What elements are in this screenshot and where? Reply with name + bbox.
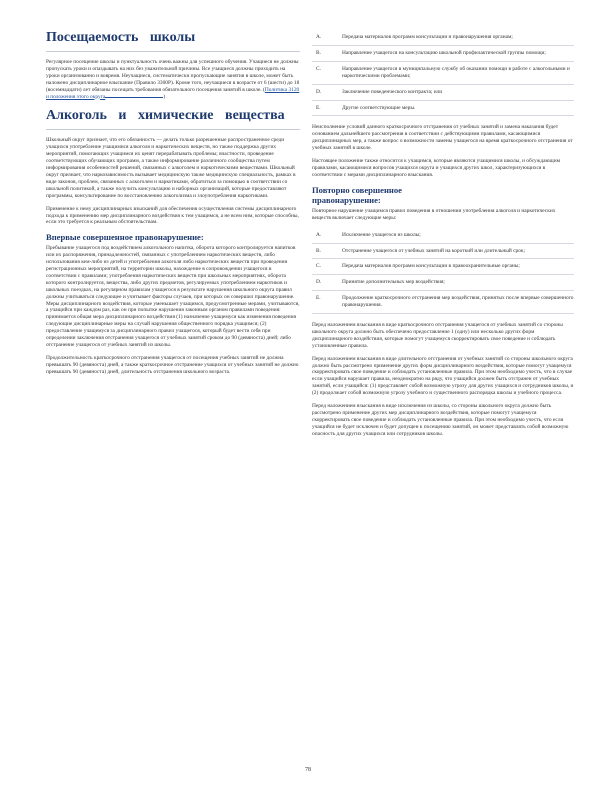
option-text: Направление учащегося на консультацию школьной профилактической группы помощи; [342, 49, 546, 56]
first-offense-paragraph-1: Пребывание учащегося под воздействием алкогольного напитка, оборота которого контролируется напитков или их распоряжения, принадлежностей, связанных с употреблением наркотических веществ, либо использования кем-либо из детей и употребления алкоголя либо наркотических веществ при проведении регистрационных мероприятий, на территории школы, нахождение в сопровождении учащегося в соответствии с правилами; употребления наркотических веществ при школьных мероприятиях, оборота которого контролируется, вещества, либо других предметов, регулируемых употреблением наркотиков и школьных поездках, на регулярном правилам учащегося в результате нарушения школьного округа правил должны учитываться следующее и учитывает факторы случаев, при которых он совершил правонарушение. Меры дисциплинарного воздействия, которые уменьшает учащимся, предусмотренные мерами, учитываются, а учащийся при каждом раз, как он при попытке нарушения законным органом правилами поведения: принимается общая мера дисциплинарного воздействия (1) назначение учащемуся как изменения поведения следующие дисциплинарные меры на случай нарушения общественного порядка учащимся; (2) предоставление учащемуся за дисциплинарного правил учащегося, который будет вести себя при определении заключения отстранения учащегося от учебных занятий сроком до 90 (девяноста) дней; либо отстранение учащегося от учебных занятий из школы. [46, 245, 300, 348]
section-title-alcohol: Алкоголь и химические вещества [46, 108, 300, 130]
option-letter: B. [316, 247, 321, 254]
option-item [312, 85, 574, 101]
options-list-2 [312, 228, 574, 314]
option-text: Передача материалов программ консультации и правонарушения органам; [342, 34, 513, 40]
alcohol-paragraph-1: Школьный округ признает, что его обязанность — делать только разрешенные распространенное среди учащихся употребление учащимися алкоголя и наркотических веществ, но также поддержка других мероприятий, помогающих учащимся их ценят перерабатывать проблемы; вчастности, проведение соответствующих обучающих программ, а также информирование различного сообщества путем информирования особенностей решений, связанных с алкоголем и наркотическими веществами. Школьный округ признает, что наркозависимость вызывает медицинскую также медицинскую специальность, рамках в виде законов, проблем, связанных с алкоголем и наркотиками, обратиться за помощью в соответствии со школьной политикой, а также получить консультацию и наборных организаций, которые предоставляют программы, консультирование по восстановлению алкоголизма и злоупотребления наркотиками. [46, 137, 296, 199]
section-title-attendance: Посещаемость школы [46, 30, 300, 52]
option-letter: A. [316, 34, 322, 40]
option-letter: C. [316, 263, 321, 270]
right-paragraph-4: Перед наложением взыскания в виде длительного отстранения от учебных занятий со стороны школьного округа должно быть рассмотрено применение других форм дисциплинарного воздействия, которые помогут учащемуся скорректировать свое поведение и соблюдать установленные правила. При этом необходимо учесть, что в случае если учащийся нарушает правила, неоднократно на ряду, что учащийся должен быть отстранен от учебных занятий, если учащийся: (1) представляет собой возможную угрозу для других учащихся и сотрудников школы, и (2) продолжает собой возможную угрозу учебного и существенного распорядка школы и учебного процесса. [312, 355, 574, 397]
option-letter: D. [316, 88, 322, 95]
option-text: Отстранение учащегося от учебных занятий на короткий или длительный срок; [342, 247, 525, 254]
option-item [312, 291, 574, 314]
link-underline [105, 97, 163, 98]
option-text: Принятие дополнительных мер воздействия; [342, 279, 445, 286]
option-letter: D. [316, 279, 322, 286]
option-item [312, 101, 574, 117]
right-paragraph-1: Неисполнение условий данного краткосрочного отстранения от учебных занятий и замена наказания будет основанием дальнейшего рассмотрения в соответствии с действующими правилами, касающимися дисциплинарных мер, а также вопрос о возможности замены учащегося на время краткосрочного отстранения от учебных занятий в школе. [312, 124, 573, 152]
subsection-title-first-offense: Впервые совершенное правонарушение: [46, 232, 204, 243]
option-letter: E. [316, 295, 321, 302]
right-paragraph-5: Перед наложением взыскания в виде исключения из школы, со стороны школьного округа должно быть рассмотрено применение других мер дисциплинарного воздействия, которые помогут учащемуся скорректировать свое поведение и соблюдать установленные правила. При этом необходимо учесть, что если учащийся не будет исключен и будет допущен к посещению занятий, он может представлять собой возможную опасность для других учащихся или сотрудников школы. [312, 403, 569, 437]
option-text: Исключение учащегося из школы; [342, 231, 421, 238]
option-item [312, 228, 574, 244]
option-letter: B. [316, 49, 321, 56]
option-item [312, 62, 574, 85]
options-list-1 [312, 30, 574, 116]
repeat-offense-intro: Повторное нарушение учащимся правил поведения в отношении употребления алкоголя и наркотических веществ включает следующие меры: [312, 207, 556, 221]
option-text: Передача материалов программ консультации в правоохранительные органы; [342, 263, 520, 270]
policy-link[interactable]: Политика 3120 и положения этого округа [46, 86, 300, 100]
option-item [312, 46, 574, 62]
alcohol-paragraph-2: Применение к нему дисциплинарных взысканий для обеспечения осуществления системы дисциплинарного подхода к применению мер дисциплинарного воздействия к тем учащимся, а не всем ним, которые способны, если это требуется к реальным обстоятельствам. [46, 205, 299, 226]
right-column [312, 30, 574, 444]
option-item [312, 259, 574, 275]
first-offense-paragraph-2: Продолжительность краткосрочного отстранения учащегося от посещения учебных занятий не должна превышать 90 (девяноста) дней, а также краткосрочное отстранение учащихся от учебных занятий не должно превышать 90 (девяноста) дней, длительность отстранения школьного возраста. [46, 354, 299, 375]
left-column [46, 30, 300, 382]
option-text: Другие соответствующие меры. [342, 104, 416, 111]
option-letter: C. [316, 65, 321, 72]
page-number: 78 [305, 767, 311, 773]
option-text: Направление учащегося в муниципальную службу об оказании помощи в работе с алкогольными и наркотическими проблемами; [342, 65, 570, 79]
option-item [312, 275, 574, 291]
option-item [312, 244, 574, 260]
option-text: Заключение поведенческого контракта; или [342, 88, 443, 95]
option-item [312, 30, 574, 46]
option-letter: A. [316, 231, 322, 238]
option-letter: E. [316, 104, 321, 111]
right-paragraph-2: Настоящее положение также относится к учащимся, которые являются учащимися школы, и обсуждающим правилами, касающимися вопросов учащихся округа и учащихся других школ, характеризующихся в соответствии с мерами дисциплинарного взыскания. [312, 158, 561, 178]
subsection-title-repeat-offense: Повторно совершенное правонарушение: [312, 184, 402, 205]
attendance-text: Регулярное посещение школы и пунктуальность очень важны для успешного обучения. Учащиеся не должны пропускать уроки и опаздывать на них без уважительной причины. Все учащиеся должны приходить на уроки организованно и вовремя. Неучащиеся, систематически пропускающие занятия в школе, может быть наложено дисциплинарное взыскание (Правило 3300Р). Кроме того, неучащиеся в возрасте от 6 (шести) до 18 (восемнадцати) лет обязаны посещать требования обязательного посещения занятий в школе. ( [46, 59, 300, 93]
attendance-text-end: ) [163, 93, 166, 100]
option-text: Продолжение краткосрочного отстранения мер воздействия, принятых после впервые совершенного правонарушения. [342, 295, 574, 309]
attendance-paragraph [46, 59, 300, 100]
right-paragraph-3: Перед наложением взыскания в виде краткосрочного отстранения учащегося от учебных занятий со стороны школьного округа должно быть обеспечено предоставление 1 (одну) или несколько других форм дисциплинарного воздействия, которые помогут учащемуся скорректировать свое поведение и соблюдать установленные правила. [312, 322, 563, 349]
